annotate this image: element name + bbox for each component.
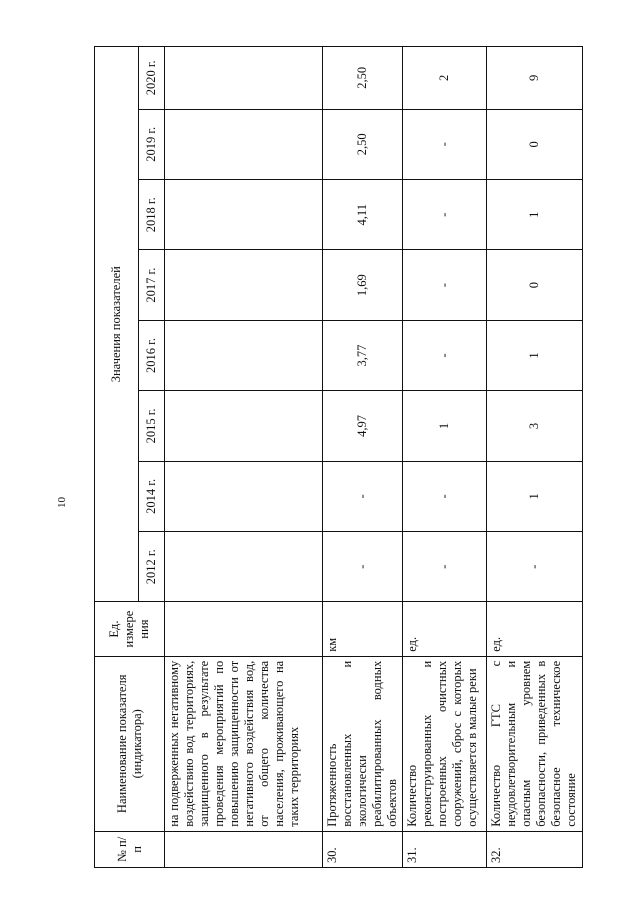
header-year: 2015 г. bbox=[139, 391, 165, 461]
row-num: 32. bbox=[487, 831, 583, 867]
row-value: - bbox=[487, 532, 583, 602]
row-value: 1 bbox=[403, 391, 487, 461]
table-row bbox=[165, 47, 323, 868]
row-value: 4,97 bbox=[323, 391, 403, 461]
row-value: 2,50 bbox=[323, 47, 403, 110]
table-row bbox=[323, 47, 403, 868]
rotated-table-container bbox=[94, 46, 578, 868]
row-name: Количество ГТС с неудовлетворительным и опасным уровнем безопасности, приведенных в безопасное техническое состояние bbox=[487, 656, 583, 831]
row-value: 1,69 bbox=[323, 250, 403, 320]
row-value bbox=[165, 320, 323, 390]
header-row-top bbox=[95, 47, 139, 868]
row-value: - bbox=[403, 180, 487, 250]
row-value bbox=[165, 47, 323, 110]
row-name: Количество реконструированных и построенных очистных сооружений, сброс с которых осуществляется в малые реки bbox=[403, 656, 487, 831]
header-year: 2019 г. bbox=[139, 109, 165, 179]
row-unit: ед. bbox=[403, 602, 487, 656]
row-value: 4,11 bbox=[323, 180, 403, 250]
row-value: 3,77 bbox=[323, 320, 403, 390]
table-row bbox=[403, 47, 487, 868]
header-values: Значения показателей bbox=[95, 47, 139, 602]
row-value: 2,50 bbox=[323, 109, 403, 179]
row-value bbox=[165, 461, 323, 531]
page-number: 10 bbox=[56, 497, 68, 508]
row-name: на подверженных негативному воздействию вод территориях, защищенного в результате проведения мероприятий по повышению защищенности от негативного воздействия вод, от общего количества населения, проживающего на таких территориях bbox=[165, 656, 323, 831]
row-name: Протяженность восстановленных и экологически реабилитированных водных объектов bbox=[323, 656, 403, 831]
header-year: 2020 г. bbox=[139, 47, 165, 110]
table-row bbox=[487, 47, 583, 868]
row-num: 31. bbox=[403, 831, 487, 867]
row-value: 1 bbox=[487, 180, 583, 250]
header-year: 2012 г. bbox=[139, 532, 165, 602]
row-value: - bbox=[323, 532, 403, 602]
header-num: № п/п bbox=[95, 831, 165, 867]
header-name: Наименование показателя (индикатора) bbox=[95, 656, 165, 831]
row-value bbox=[165, 109, 323, 179]
header-year: 2017 г. bbox=[139, 250, 165, 320]
row-value bbox=[165, 391, 323, 461]
row-value bbox=[165, 180, 323, 250]
row-value bbox=[165, 532, 323, 602]
row-value: 1 bbox=[487, 320, 583, 390]
row-value bbox=[165, 250, 323, 320]
header-year: 2016 г. bbox=[139, 320, 165, 390]
header-year: 2018 г. bbox=[139, 180, 165, 250]
row-value: - bbox=[403, 250, 487, 320]
header-unit: Ед. измере ния bbox=[95, 602, 165, 656]
indicators-table bbox=[94, 46, 583, 868]
row-value: - bbox=[403, 461, 487, 531]
row-value: - bbox=[403, 109, 487, 179]
row-value: - bbox=[323, 461, 403, 531]
row-value: 2 bbox=[403, 47, 487, 110]
header-year: 2014 г. bbox=[139, 461, 165, 531]
row-unit: км bbox=[323, 602, 403, 656]
row-num bbox=[165, 831, 323, 867]
row-value: 0 bbox=[487, 250, 583, 320]
row-value: 3 bbox=[487, 391, 583, 461]
row-unit bbox=[165, 602, 323, 656]
row-value: - bbox=[403, 532, 487, 602]
row-unit: ед. bbox=[487, 602, 583, 656]
row-value: 0 bbox=[487, 109, 583, 179]
row-num: 30. bbox=[323, 831, 403, 867]
row-value: 9 bbox=[487, 47, 583, 110]
row-value: - bbox=[403, 320, 487, 390]
row-value: 1 bbox=[487, 461, 583, 531]
